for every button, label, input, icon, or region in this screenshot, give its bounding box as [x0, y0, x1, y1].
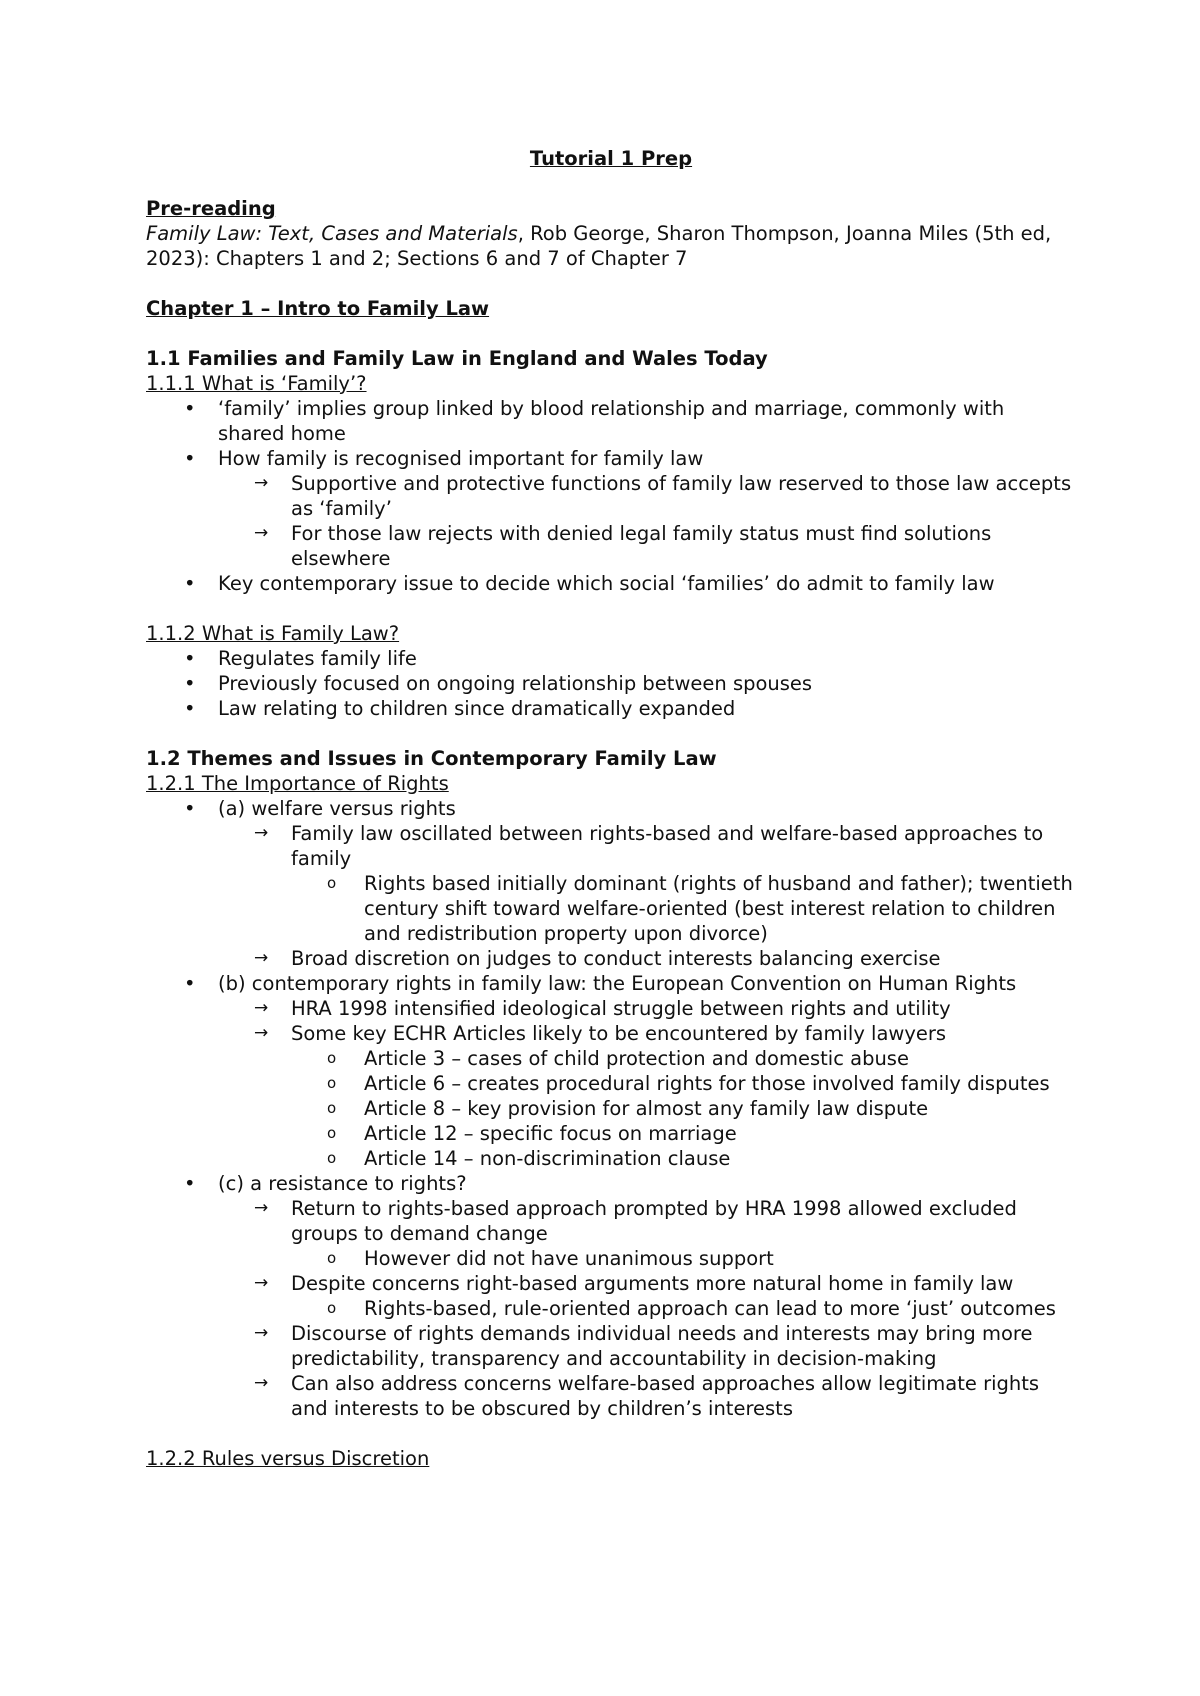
document-title: Tutorial 1 Prep: [529, 147, 693, 170]
arrow-marker: →: [254, 1198, 269, 1218]
document-body: [146, 146, 1076, 1471]
list-item: • Law relating to children since dramatically expanded: [184, 697, 736, 720]
list-item: • Previously focused on ongoing relationship between spouses: [184, 672, 813, 695]
arrow-marker: →: [254, 1373, 269, 1393]
arrow-marker: →: [254, 998, 269, 1018]
section-1-2-heading: 1.2 Themes and Issues in Contemporary Family Law: [146, 747, 717, 770]
list-item: o Rights based initially dominant (rights of husband and father); twentieth century shift toward welfare-oriented (best interest relation to children and redistribution property upon divorce): [327, 872, 1073, 945]
list-item: • (b) contemporary rights in family law: the European Convention on Human Rights: [184, 972, 1017, 995]
list-item: o However did not have unanimous support: [327, 1247, 774, 1270]
subsection-1-1-2-heading: 1.1.2 What is Family Law?: [146, 622, 400, 645]
chapter-heading: Chapter 1 – Intro to Family Law: [146, 297, 490, 320]
bullet-marker: •: [184, 572, 196, 595]
bullet-marker: •: [184, 697, 196, 720]
circle-marker: o: [327, 1249, 337, 1267]
list-item: o Rights-based, rule-oriented approach can lead to more ‘just’ outcomes: [327, 1297, 1056, 1320]
circle-marker: o: [327, 1049, 337, 1067]
list-item: o Article 12 – specific focus on marriage: [327, 1122, 737, 1145]
list-item: → HRA 1998 intensified ideological struggle between rights and utility: [254, 997, 951, 1020]
list-item: • Key contemporary issue to decide which social ‘families’ do admit to family law: [184, 572, 995, 595]
list-item: → Discourse of rights demands individual needs and interests may bring more predictability, transparency and accountability in decision-making: [254, 1322, 1033, 1370]
arrow-marker: →: [254, 523, 269, 543]
list-item: → Supportive and protective functions of family law reserved to those law accepts as ‘family’: [254, 472, 1072, 520]
list-1-2-1: [146, 796, 1076, 1421]
bullet-marker: •: [184, 797, 196, 820]
list-item: • Regulates family life: [184, 647, 417, 670]
bullet-marker: •: [184, 972, 196, 995]
circle-marker: o: [327, 1074, 337, 1092]
list-1-1-2: [146, 646, 1076, 721]
list-item: → Return to rights-based approach prompted by HRA 1998 allowed excluded groups to demand change: [254, 1197, 1017, 1245]
list-1-1-1: [146, 396, 1076, 596]
list-item: → Despite concerns right-based arguments more natural home in family law: [254, 1272, 1014, 1295]
arrow-marker: →: [254, 948, 269, 968]
book-title: Family Law: Text, Cases and Materials: [146, 222, 518, 245]
bullet-marker: •: [184, 647, 196, 670]
circle-marker: o: [327, 1299, 337, 1317]
arrow-marker: →: [254, 1023, 269, 1043]
subsection-1-2-1-heading: 1.2.1 The Importance of Rights: [146, 772, 449, 795]
bullet-marker: •: [184, 672, 196, 695]
arrow-marker: →: [254, 1323, 269, 1343]
prereading-heading: Pre-reading: [146, 197, 276, 220]
bullet-marker: •: [184, 1172, 196, 1195]
list-item: • How family is recognised important for family law: [184, 447, 704, 470]
circle-marker: o: [327, 874, 337, 892]
list-item: → Can also address concerns welfare-based approaches allow legitimate rights and interests to be obscured by children’s interests: [254, 1372, 1040, 1420]
list-item: o Article 8 – key provision for almost any family law dispute: [327, 1097, 929, 1120]
subsection-1-2-2-heading: 1.2.2 Rules versus Discretion: [146, 1447, 430, 1470]
list-item: • (a) welfare versus rights: [184, 797, 456, 820]
arrow-marker: →: [254, 1273, 269, 1293]
circle-marker: o: [327, 1099, 337, 1117]
bullet-marker: •: [184, 397, 196, 420]
list-item: → Broad discretion on judges to conduct interests balancing exercise: [254, 947, 941, 970]
list-item: • ‘family’ implies group linked by blood relationship and marriage, commonly with shared home: [184, 397, 1005, 445]
list-item: → Family law oscillated between rights-based and welfare-based approaches to family: [254, 822, 1044, 870]
list-item: o Article 6 – creates procedural rights for those involved family disputes: [327, 1072, 1050, 1095]
arrow-marker: →: [254, 823, 269, 843]
list-item: o Article 3 – cases of child protection and domestic abuse: [327, 1047, 909, 1070]
subsection-1-1-1-heading: 1.1.1 What is ‘Family’?: [146, 372, 367, 395]
arrow-marker: →: [254, 473, 269, 493]
section-1-1-heading: 1.1 Families and Family Law in England and Wales Today: [146, 347, 768, 370]
circle-marker: o: [327, 1124, 337, 1142]
circle-marker: o: [327, 1149, 337, 1167]
prereading-reference: [146, 221, 1076, 271]
book-details: , Rob George, Sharon Thompson, Joanna Miles (5th ed, 2023): Chapters 1 and 2; Sections 6 and 7 of Chapter 7: [146, 222, 1052, 270]
list-item: → Some key ECHR Articles likely to be encountered by family lawyers: [254, 1022, 947, 1045]
list-item: → For those law rejects with denied legal family status must find solutions elsewhere: [254, 522, 992, 570]
list-item: o Article 14 – non-discrimination clause: [327, 1147, 731, 1170]
list-item: • (c) a resistance to rights?: [184, 1172, 467, 1195]
bullet-marker: •: [184, 447, 196, 470]
